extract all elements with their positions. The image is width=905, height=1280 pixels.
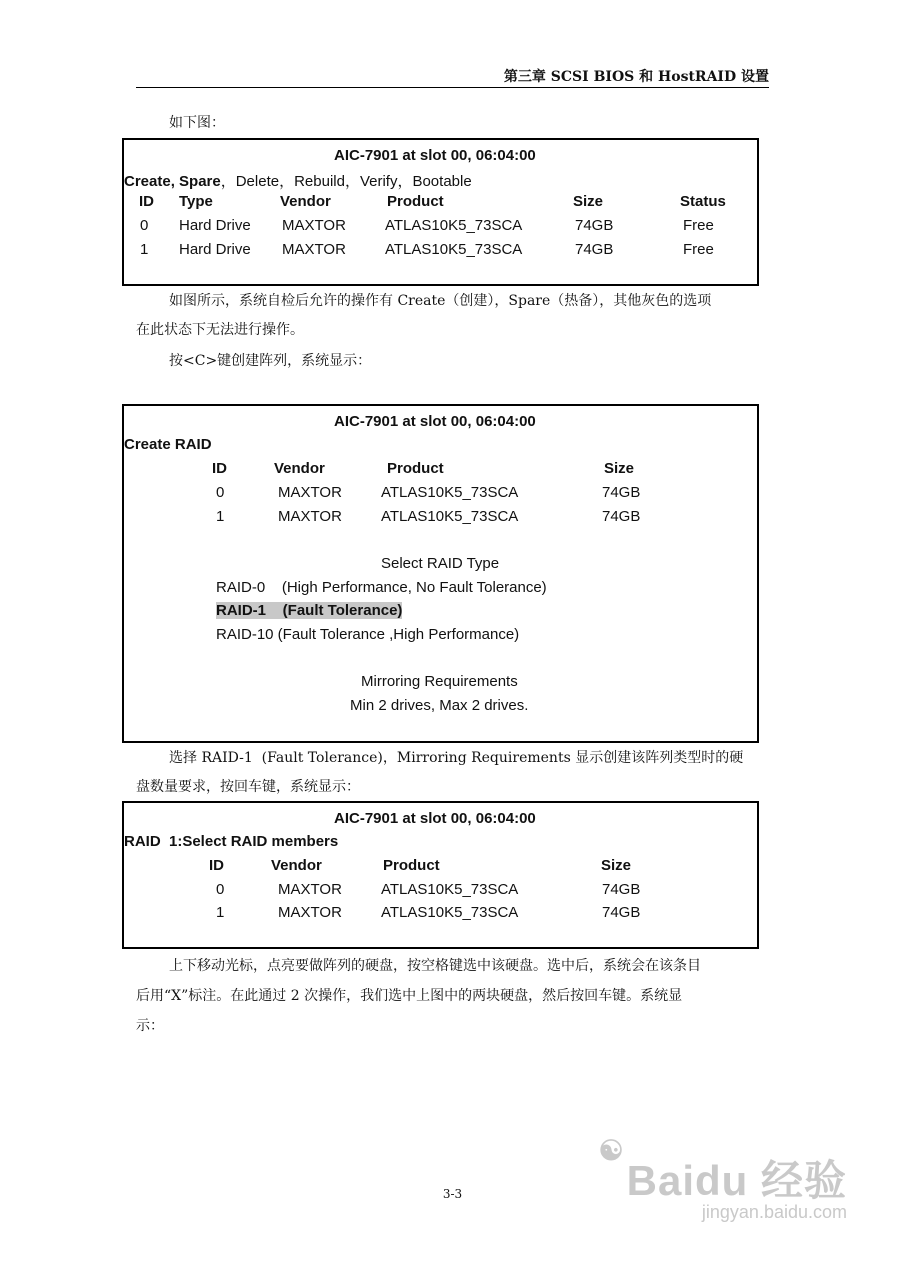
cell-product: ATLAS10K5_73SCA [381,904,519,921]
col-header-id: ID [212,460,227,477]
mirroring-requirements-text: Min 2 drives, Max 2 drives. [350,697,529,714]
cell-type: Hard Drive [179,241,251,258]
paragraph-4-line-2: 后用“X”标注。在此通过 2 次操作，我们选中上图中的两块硬盘，然后按回车键。系统显 [136,988,683,1004]
page-number: 3-3 [442,1187,463,1201]
baidu-watermark [598,1135,847,1223]
raid-option-10[interactable]: RAID-10 (Fault Tolerance ,High Performance) [216,626,520,643]
cell-id: 0 [140,217,149,234]
cell-size: 74GB [602,904,641,921]
raid-option-0[interactable]: RAID-0 (High Performance, No Fault Tolerance) [216,579,547,596]
bios-title: AIC-7901 at slot 00, 06:04:00 [334,413,536,430]
screen-heading: RAID 1:Select RAID members [124,833,339,850]
select-raid-type-title: Select RAID Type [381,555,500,572]
cell-size: 74GB [575,241,614,258]
menu-active-options[interactable]: Create, Spare [124,173,221,190]
bios-title: AIC-7901 at slot 00, 06:04:00 [334,810,536,827]
cell-id: 0 [216,484,225,501]
col-header-id: ID [139,193,154,210]
cell-id: 1 [140,241,149,258]
paragraph-4-line-3: 示： [136,1018,164,1034]
paragraph-3-line-1: 选择 RAID-1 (Fault Tolerance)，Mirroring Requirements 显示创建该阵列类型时的硬 [169,750,744,766]
chapter-title: 第三章 SCSI BIOS 和 HostRAID 设置 [503,69,769,85]
paragraph-3-line-2: 盘数量要求，按回车键，系统显示： [136,779,360,795]
col-header-id: ID [209,857,224,874]
paragraph-4-line-1: 上下移动光标，点亮要做阵列的硬盘，按空格键选中该硬盘。选中后，系统会在该条目 [169,958,701,974]
col-header-size: Size [601,857,632,874]
paw-icon: ☯ [598,1135,625,1166]
raid-option-1-selected[interactable]: RAID-1 (Fault Tolerance) [216,602,403,619]
intro-text: 如下图： [169,115,225,131]
paragraph-1-line-1: 如图所示，系统自检后允许的操作有 Create（创建），Spare（热备），其他灰色的选项 [169,293,712,309]
col-header-vendor: Vendor [274,460,325,477]
col-header-product: Product [387,460,444,477]
cell-product: ATLAS10K5_73SCA [385,217,523,234]
cell-size: 74GB [602,508,641,525]
cell-product: ATLAS10K5_73SCA [381,881,519,898]
col-header-size: Size [604,460,635,477]
cell-vendor: MAXTOR [282,217,346,234]
cell-status: Free [683,241,714,258]
cell-vendor: MAXTOR [278,881,342,898]
bios-screen-2 [122,404,759,743]
header-rule [136,87,769,88]
cell-id: 1 [216,904,225,921]
cell-product: ATLAS10K5_73SCA [381,508,519,525]
col-header-vendor: Vendor [271,857,322,874]
paragraph-1-line-2: 在此状态下无法进行操作。 [136,322,304,338]
cell-product: ATLAS10K5_73SCA [381,484,519,501]
cell-vendor: MAXTOR [278,484,342,501]
col-header-size: Size [573,193,604,210]
bios-screen-1 [122,138,759,286]
cell-id: 1 [216,508,225,525]
cell-vendor: MAXTOR [278,508,342,525]
col-header-status: Status [680,193,726,210]
cell-vendor: MAXTOR [278,904,342,921]
menu-inactive-options: ，Delete，Rebuild，Verify，Bootable [220,173,472,190]
col-header-type: Type [179,193,213,210]
col-header-product: Product [383,857,440,874]
screen-heading: Create RAID [124,436,212,453]
bios-title: AIC-7901 at slot 00, 06:04:00 [334,147,536,164]
cell-id: 0 [216,881,225,898]
col-header-product: Product [387,193,444,210]
col-header-vendor: Vendor [280,193,331,210]
cell-vendor: MAXTOR [282,241,346,258]
mirroring-requirements-title: Mirroring Requirements [361,673,518,690]
bios-screen-3 [122,801,759,949]
cell-product: ATLAS10K5_73SCA [385,241,523,258]
cell-size: 74GB [575,217,614,234]
operation-menu [124,170,472,191]
watermark-logo: ☯Baidu 经验 [598,1135,847,1204]
cell-type: Hard Drive [179,217,251,234]
cell-status: Free [683,217,714,234]
paragraph-2: 按<C>键创建阵列，系统显示： [169,353,372,369]
cell-size: 74GB [602,881,641,898]
watermark-url: jingyan.baidu.com [701,1202,847,1222]
cell-size: 74GB [602,484,641,501]
